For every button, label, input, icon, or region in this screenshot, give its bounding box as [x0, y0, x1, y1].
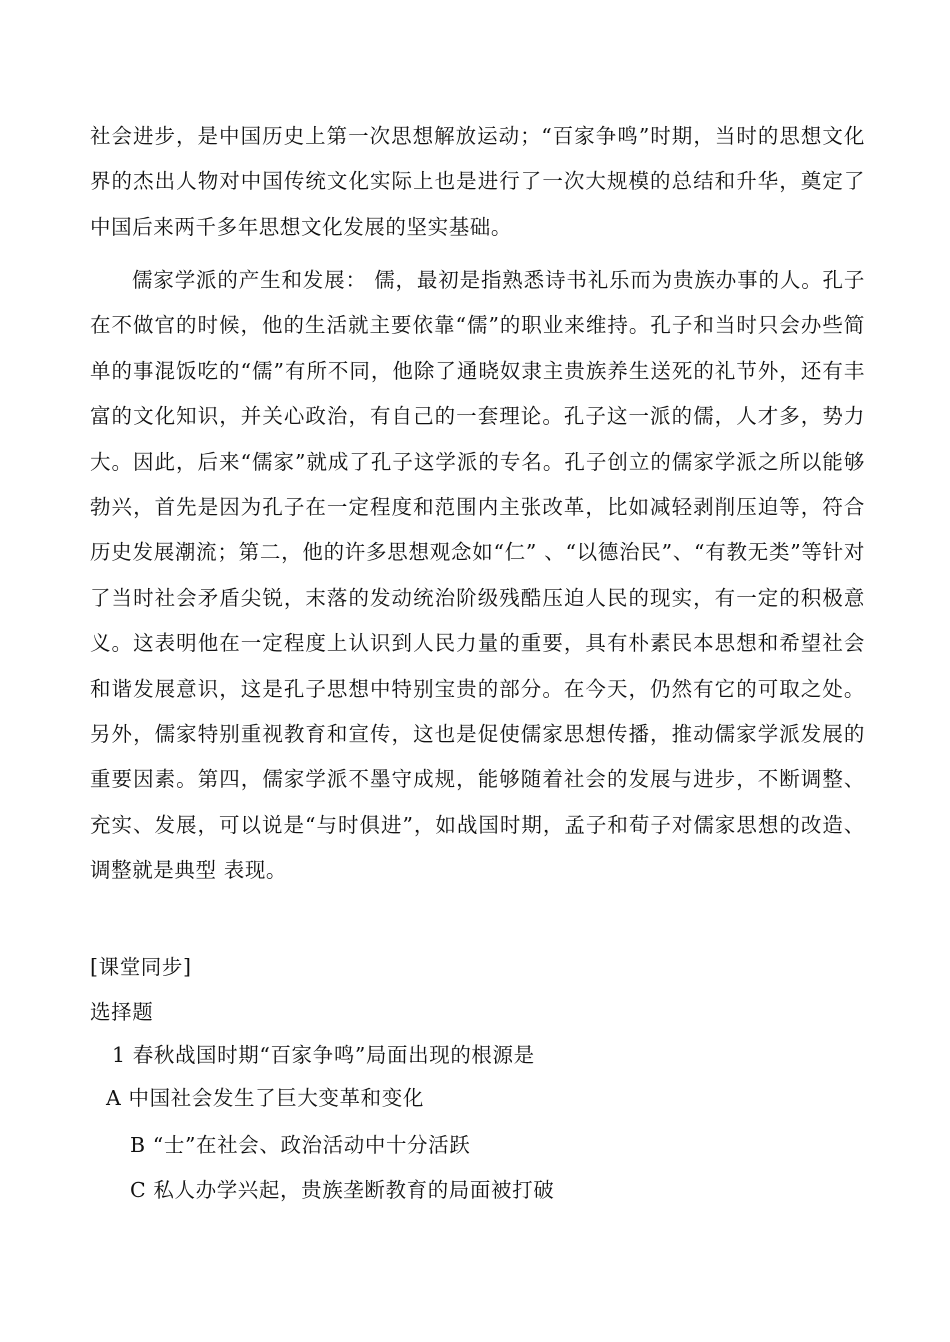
question-1-stem: 1 春秋战国时期“百家争鸣”局面出现的根源是 — [112, 1043, 535, 1067]
question-1-option-a: A 中国社会发生了巨大变革和变化 — [106, 1086, 424, 1110]
paragraph-confucian-school: 儒家学派的产生和发展： 儒，最初是指熟悉诗书礼乐而为贵族办事的人。孔子在不做官的时候，他的生活就主要依靠“儒”的职业来维持。孔子和当时只会办些简单的事混饭吃的“儒”有所不同，他除了通晓奴隶主贵族养生送死的礼节外，还有丰富的文化知识，并关心政治，有自己的一套理论。孔子这一派的儒，人才多，势力大。因此，后来“儒家”就成了孔子这学派的专名。孔子创立的儒家学派之所以能够勃兴，首先是因为孔子在一定程度和范围内主张改革，比如减轻剥削压迫等，符合历史发展潮流；第二，他的许多思想观念如“仁” 、“以德治民”、“有教无类”等针对了当时社会矛盾尖锐，末落的发动统治阶级残酷压迫人民的现实，有一定的积极意义。这表明他在一定程度上认识到人民力量的重要，具有朴素民本思想和希望社会和谐发展意识，这是孔子思想中特别宝贵的部分。在今天，仍然有它的可取之处。另外，儒家特别重视教育和宣传，这也是促使儒家思想传播，推动儒家学派发展的重要因素。第四，儒家学派不墨守成规，能够随着社会的发展与进步，不断调整、充实、发展，可以说是“与时俱进”，如战国时期，孟子和荀子对儒家思想的改造、调整就是典型 表现。 — [90, 268, 865, 883]
section-label: [课堂同步] — [90, 955, 192, 979]
paragraph-hundred-schools-summary: 社会进步，是中国历史上第一次思想解放运动；“百家争鸣”时期，当时的思想文化界的杰出人物对中国传统文化实际上也是进行了一次大规模的总结和升华，奠定了中国后来两千多年思想文化发展的坚实基础。 — [90, 124, 865, 239]
question-1-option-b: B “士”在社会、政治活动中十分活跃 — [130, 1133, 471, 1157]
question-1-option-c: C 私人办学兴起，贵族垄断教育的局面被打破 — [130, 1178, 555, 1202]
question-type-heading: 选择题 — [90, 1000, 154, 1024]
